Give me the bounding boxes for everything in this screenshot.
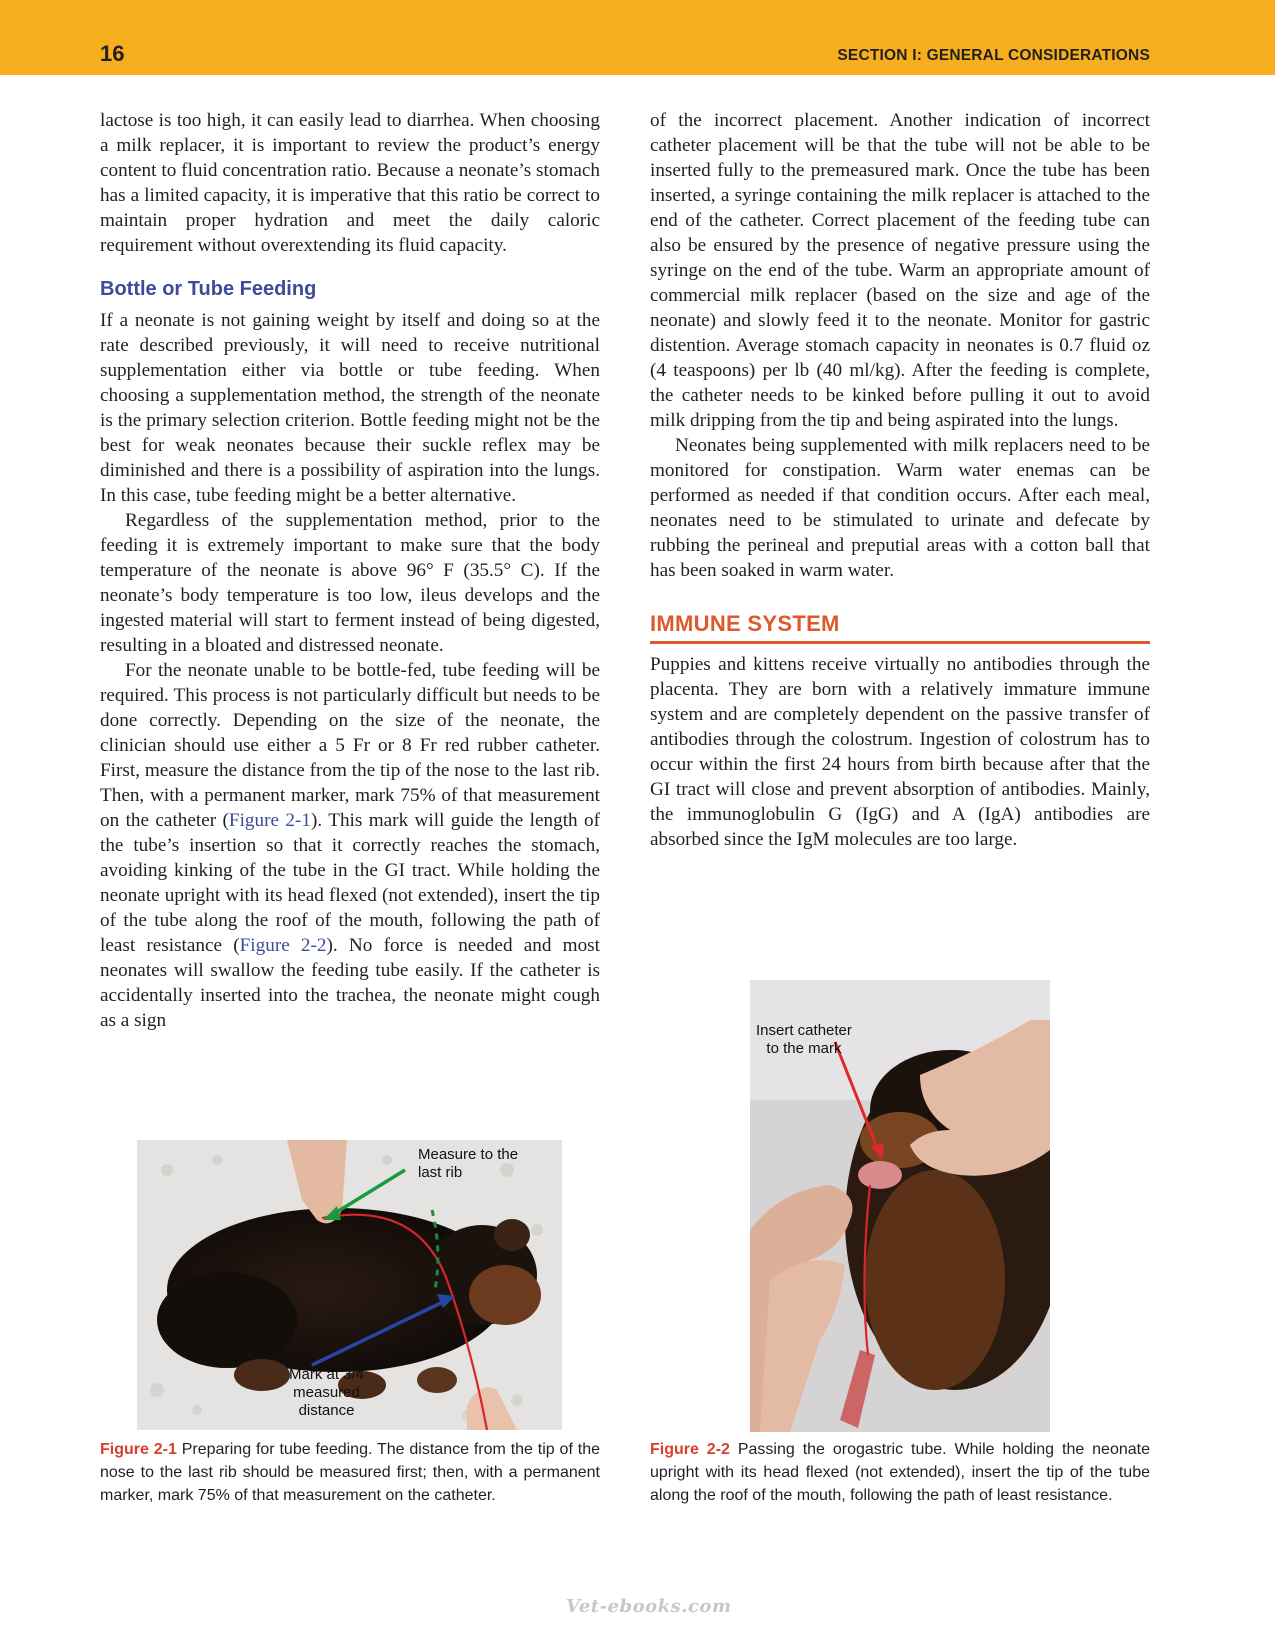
callout-mark-three-quarters: Mark at 3/4 measured distance xyxy=(289,1366,365,1419)
text-run: ). This mark will guide the length of the tube’s insertion so that it correctly reaches the stomach, avoiding kinking of the tube in the GI tract. While holding the neonate upright with its head flexed (not extended), insert the tip of the tube along the roof of the mouth, following the path of least resistance ( xyxy=(100,810,600,956)
body-paragraph: Neonates being supplemented with milk replacers need to be monitored for constipation. Warm water enemas can be performed as needed if that condition occurs. After each meal, neonates need to be stimulated to urinate and defecate by rubbing the perineal and preputial areas with a cotton ball that has been soaked in warm water. xyxy=(650,435,1150,581)
left-column xyxy=(100,108,600,1033)
heading-immune-system: IMMUNE SYSTEM xyxy=(650,609,1150,644)
section-title: SECTION I: GENERAL CONSIDERATIONS xyxy=(837,47,1150,64)
caption-text: Preparing for tube feeding. The distance from the tip of the nose to the last rib should be measured first; then, with a permanent marker, mark 75% of that measurement on the catheter. xyxy=(100,1441,600,1504)
body-paragraph: Regardless of the supplementation method, prior to the feeding it is extremely important to make sure that the body temperature of the neonate is above 96° F (35.5° C). If the neonate’s body temperature is too low, ileus develops and the ingested material will start to ferment instead of being digested, resulting in a bloated and distressed neonate. xyxy=(100,510,600,656)
watermark-logo: Vet-ebooks.com xyxy=(566,1596,732,1617)
text-run: For the neonate unable to be bottle-fed, tube feeding will be required. This process is not particularly difficult but needs to be done correctly. Depending on the size of the neonate, the clinician should use either a 5 Fr or 8 Fr red rubber catheter. First, measure the distance from the tip of the nose to the last rib. Then, with a permanent marker, mark 75% of that measurement on the catheter ( xyxy=(100,660,600,831)
caption-label: Figure 2-2 xyxy=(650,1441,730,1458)
body-paragraph: If a neonate is not gaining weight by itself and doing so at the rate described previously, it will need to receive nutritional supplementation either via bottle or tube feeding. When choosing a supplementation method, the strength of the neonate is the primary selection criterion. Bottle feeding might not be the best for weak neonates because their suckle reflex may be diminished and there is a possibility of aspiration into the lungs. In this case, tube feeding might be a better alternative. xyxy=(100,310,600,506)
figure-2-1-link[interactable]: Figure 2-1 xyxy=(228,810,311,831)
body-paragraph: of the incorrect placement. Another indication of incorrect catheter placement will be that the tube will not be able to be inserted fully to the premeasured mark. Once the tube has been inserted, a syringe containing the milk replacer is attached to the end of the catheter. Correct placement of the feeding tube can also be ensured by the presence of negative pressure using the syringe on the end of the tube. Warm an appropriate amount of commercial milk replacer (based on the size and age of the neonate) and slowly feed it to the neonate. Monitor for gastric distention. Average stomach capacity in neonates is 0.7 fluid oz (4 teaspoons) per lb (40 ml/kg). After the feeding is complete, the catheter needs to be kinked before pulling it out to avoid milk dripping from the tip and being aspirated into the lungs. xyxy=(650,110,1150,431)
page-number: 16 xyxy=(100,41,125,66)
right-column xyxy=(650,108,1150,852)
figure-2-1-photo xyxy=(137,1140,562,1430)
text-run: ). No force is needed and most neonates will swallow the feeding tube easily. If the catheter is accidentally inserted into the trachea, the neonate might cough as a sign xyxy=(100,935,600,1031)
figure-2-2-link[interactable]: Figure 2-2 xyxy=(239,935,327,956)
callout-insert-catheter: Insert catheter to the mark xyxy=(756,1022,852,1057)
subheading-bottle-tube: Bottle or Tube Feeding xyxy=(100,278,317,300)
body-paragraph: lactose is too high, it can easily lead to diarrhea. When choosing a milk replacer, it is important to review the product’s energy content to fluid concentration ratio. Because a neonate’s stomach has a limited capacity, it is imperative that this ratio be correct to maintain proper hydration and meet the daily caloric requirement without overextending its fluid capacity. xyxy=(100,110,600,256)
body-paragraph xyxy=(100,658,600,1033)
body-paragraph: Puppies and kittens receive virtually no antibodies through the placenta. They are born with a relatively immature immune system and are completely dependent on the passive transfer of antibodies through the colostrum. Ingestion of colostrum has to occur within the first 24 hours from birth because after that the GI tract will close and prevent absorption of antibodies. Mainly, the immunoglobulin G (IgG) and A (IgA) antibodies are absorbed since the IgM molecules are too large. xyxy=(650,654,1150,850)
callout-measure-last-rib: Measure to the last rib xyxy=(418,1146,519,1181)
caption-label: Figure 2-1 xyxy=(100,1441,177,1458)
figure-2-2-caption xyxy=(650,1438,1150,1507)
figure-2-2-photo xyxy=(750,980,1050,1432)
page-header xyxy=(0,0,1275,75)
figure-2-1-caption xyxy=(100,1438,600,1507)
caption-text: Passing the orogastric tube. While holding the neonate upright with its head flexed (not extended), insert the tip of the tube along the roof of the mouth, following the path of least resistance. xyxy=(650,1441,1150,1504)
